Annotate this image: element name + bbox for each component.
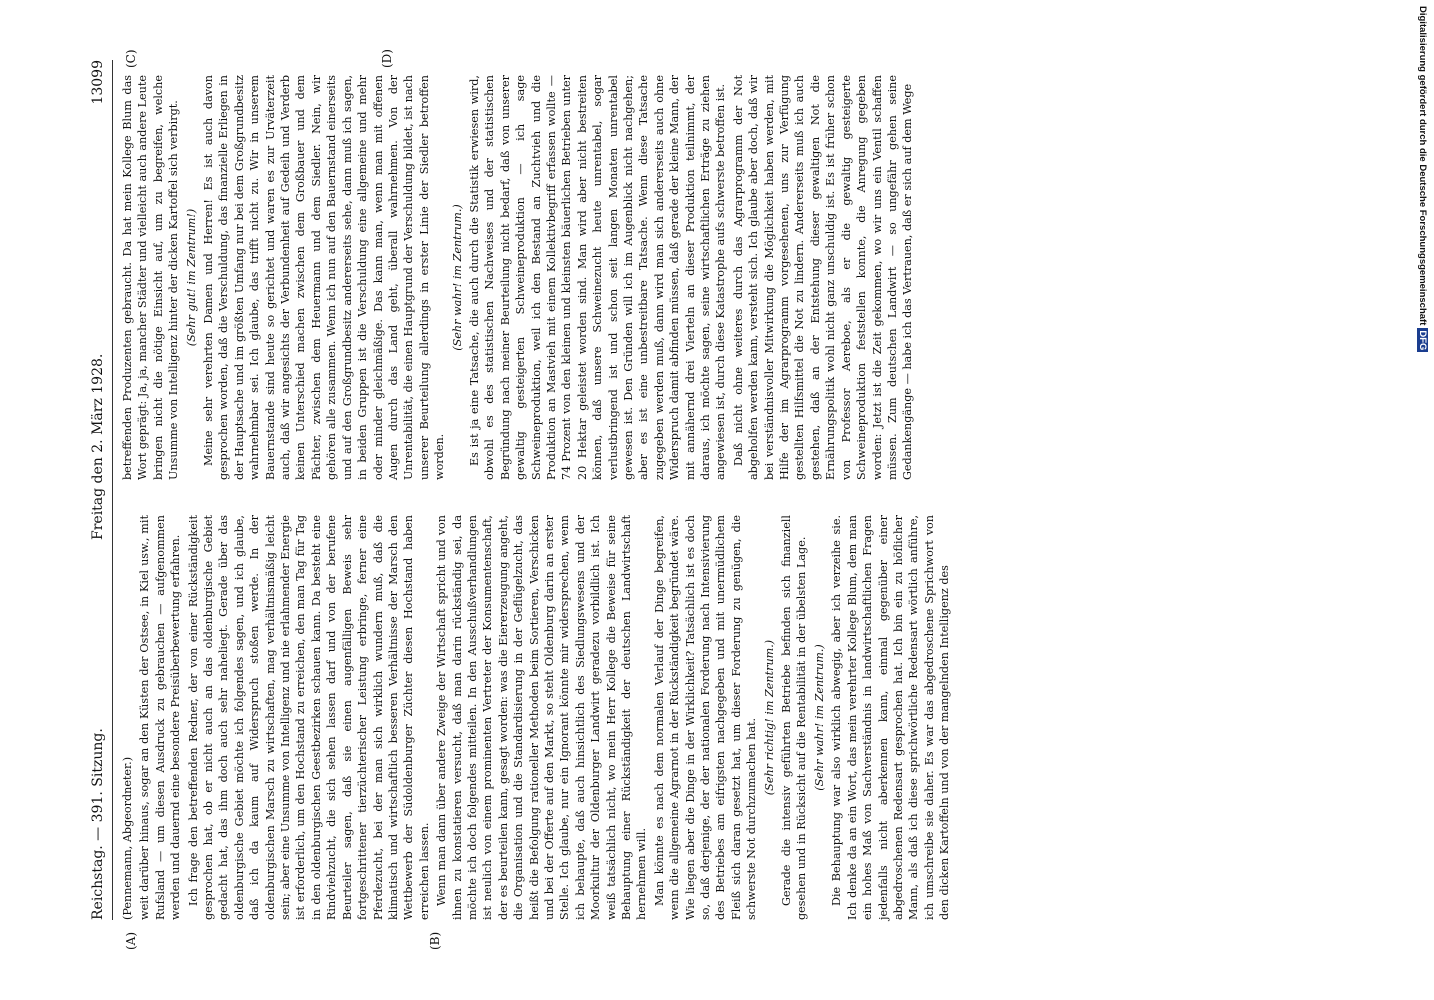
interjection: (Sehr richtig! im Zentrum.) [762,639,776,796]
paragraph: Meine sehr verehrten Damen und Herren! Es ist auch davon gesprochen worden, daß die Verschuldung, das finanzielle Erliegen in der Hauptsache und im größten Umfang nur bei dem Großgrundbesitz wahrnehmbar sei. Ich glaube, das trifft nicht zu. Wir in unserem Bauernstande sind heute so gerichtet und waren es zur Urväterzeit auch, daß wir angesichts der Verbundenheit auf Gedeih und Verderb keinen Unterschied machen zwischen dem Großbauer und dem Pächter, zwischen dem Heuermann und dem Siedler. Nein, wir gehören alle zusammen. Wenn ich nun auf den Bauernstand einerseits und auf den Großgrundbesitz andererseits sehe, dann muß ich sagen, in beiden Gruppen ist die Verschuldung eine allgemeine und mehr oder minder gleichmäßige. Das kann man, wenn man mit offenen Augen durch das Land geht, überall wahrnehmen. Von der Unrentabilität, die einen Hauptgrund der Verschuldung bildet, ist nach unserer Beurteilung allerdings in erster Linie der Siedler betroffen worden. [202,75,447,480]
header-date: Freitag den 2. März 1928. [90,353,106,540]
interjection: (Sehr wahr! im Zentrum.) [450,204,464,351]
margin-marker-d: (D) [380,49,394,68]
page-header [90,60,113,920]
column-left [120,515,955,920]
dfg-logo: DFG [1417,330,1428,351]
paragraph: Daß nicht ohne weiteres durch das Agrarprogramm der Not abgeholfen werden kann, versteht sich. Ich glaube aber doch, daß wir bei verständnisvoller Mitwirkung die Möglichkeit haben werden, mit Hilfe der im Agrarprogramm vorgesehenen, uns zur Verfügung gestellten Hilfsmittel die Not zu lindern. Andererseits muß ich auch gestehen, daß an der Entstehung dieser gewaltigen Not die Ernährungspolitik wohl nicht ganz unschuldig ist. Es ist früher schon von Professor Aereboe, als er die gewaltig gesteigerte Schweineproduktion feststellen konnte, die Anregung gegeben worden: Jetzt ist die Zeit gekommen, wo wir uns ein Ventil schaffen müssen. Zum deutschen Landwirt — so ungefähr gehen seine Gedankengänge — habe ich das Vertrauen, daß er sich auf dem Wege [731,75,915,480]
credit-text: Digitalisierung gefördert durch die Deutsche Forschungsgemeinschaft [1417,6,1428,326]
margin-marker-c: (C) [124,49,138,68]
paragraph: Ich frage den betreffenden Redner, der von einer Rückständigkeit gesprochen hat, ob er nicht auch an das oldenburgische Gebiet gedacht hat, das ihm doch auch sehr naheliegt. Gerade über das oldenburgische Gebiet möchte ich folgendes sagen, und ich glaube, daß ich da kaum auf Widerspruch stoßen werde. In der oldenburgischen Marsch zu wirtschaften, mag verhältnismäßig leicht sein; aber eine Unsumme von Intelligenz und nie erlahmender Energie ist erforderlich, um den Hochstand zu erreichen, den man Tag für Tag in den oldenburgischen Geestbezirken schauen kann. Da besteht eine Rindviehzucht, die sich sehen lassen darf und von der berufene Beurteiler sagen, daß sie einen augenfälligen Beweis sehr fortgeschrittener tierzüchterischer Leistung erbringe, ferner eine Pferdezucht, bei der man sich wirklich wundern muß, daß die klimatisch und wirtschaftlich besseren Verhältnisse der Marsch den Wettbewerb der Südoldenburger Züchter diesen Hochstand haben erreichen lassen. [186,515,431,920]
paragraph: Die Behauptung war also wirklich abwegig, aber ich verzeihe sie. Ich denke da an ein Wort, das mein verehrter Kollege Blum, dem man ein hohes Maß von Sachverständnis in landwirtschaftlichen Fragen jedenfalls nicht aberkennen kann, einmal gegenüber einer abgedroschenen Redensart gesprochen hat. Ich bin ein zu höflicher Mann, als daß ich diese sprichwörtliche Redensart wörtlich anführe, ich umschreibe sie daher. Es war das abgedroschene Sprichwort von den dicken Kartoffeln und von der mangelnden Intelligenz des [830,515,952,920]
paragraph: betreffenden Produzenten gebraucht. Da hat mein Kollege Blum das Wort geprägt: Ja, ja, mancher Städter und vielleicht auch andere Leute bringen nicht die nötige Einsicht auf, um zu begreifen, welche Unsumme von Intelligenz hinter der dicken Kartoffel sich verbirgt. [121,75,181,480]
margin-marker-a: (A) [124,931,138,950]
interjection: (Sehr gut! im Zentrum!) [184,208,198,347]
column-right [120,75,918,480]
margin-marker-b: (B) [428,931,442,950]
digitization-credit [1416,6,1432,606]
document-page [90,49,952,950]
header-page-number: 13099 [90,60,106,105]
paragraph: Man könnte es nach dem normalen Verlauf der Dinge begreifen, wenn die allgemeine Agrarnot in der Rückständigkeit begründet wäre. Wie liegen aber die Dinge in der Wirklichkeit? Tatsächlich ist es doch so, daß derjenige, der der nationalen Forderung nach Intensivierung des Betriebes am eifrigsten nachgegeben und mit unermüdlichem Fleiß sich daran gesetzt hat, um dieser Forderung zu genügen, die schwerste Not durchzumachen hat. [652,515,759,920]
paragraph: (Pennemann, Abgeordneter.) [121,756,134,920]
paragraph: Wenn man dann über andere Zweige der Wirtschaft spricht und von ihnen zu konstatieren versucht, daß man darin rückständig sei, da möchte ich doch folgendes mitteilen. In den Ausschußverhandlungen ist neulich von einem prominenten Vertreter der Konsumentenschaft, der es beurteilen kann, gesagt worden: was die Eiererzeugung angeht, die Organisation und die Standardisierung in der Geflügelzucht, das heißt die Befolgung rationeller Methoden beim Sortieren, Verschicken und bei der Offerte auf den Markt, so steht Oldenburg darin an erster Stelle. Ich glaube, nur ein Ignorant könnte mir widersprechen, wenn ich behaupte, daß auch hinsichtlich des Siedlungswesens und der Moorkultur der Oldenburger Landwirt geradezu vorbildlich ist. Ich weiß tatsächlich nicht, wo mein Herr Kollege die Beweise für seine Behauptung einer Rückständigkeit der deutschen Landwirtschaft hernehmen will. [435,515,649,920]
paragraph: Es ist ja eine Tatsache, die auch durch die Statistik erwiesen wird, obwohl es des statistischen Nachweises und der statistischen Begründung nach meiner Beurteilung nicht bedarf, daß von unserer gewaltig gesteigerten Schweineproduktion — ich sage Schweineproduktion, weil ich den Bestand an Zuchtvieh und die Produktion an Mastvieh mit einem Kollektivbegriff erfassen wollte — 74 Prozent von den kleinen und kleinsten bäuerlichen Betrieben unter 20 Hektar geleistet worden sind. Man wird aber nicht bestreiten können, daß unsere Schweinezucht heute unrentabel, sogar verlustbringend ist und schon seit langen Monaten unrentabel gewesen ist. Den Gründen will ich im Augenblick nicht nachgehen; aber es ist eine unbestreitbare Tatsache. Wenn diese Tatsache zugegeben werden muß, dann wird man sich andererseits auch ohne Widerspruch damit abfinden müssen, daß gerade der kleine Mann, der mit annähernd drei Vierteln an dieser Produktion teilnimmt, der daraus, ich möchte sagen, seine wirtschaftlichen Erträge zu ziehen angewiesen ist, durch diese Katastrophe aufs schwerste betroffen ist. [467,75,728,480]
interjection: (Sehr wahr! im Zentrum.) [812,644,826,791]
header-session: Reichstag. — 391. Sitzung. [90,728,106,920]
paragraph: Gerade die intensiv geführten Betriebe befinden sich finanziell gesehen und in Rücksicht auf die Rentabilität in der übelsten Lage. [780,515,809,920]
paragraph: weit darüber hinaus, sogar an den Küsten der Ostsee, in Kiel usw., mit Rufsland — um diesen Ausdruck zu gebrauchen — aufgenommen werden und dauernd eine besondere Preisüberbewertung erfahren. [138,515,183,920]
